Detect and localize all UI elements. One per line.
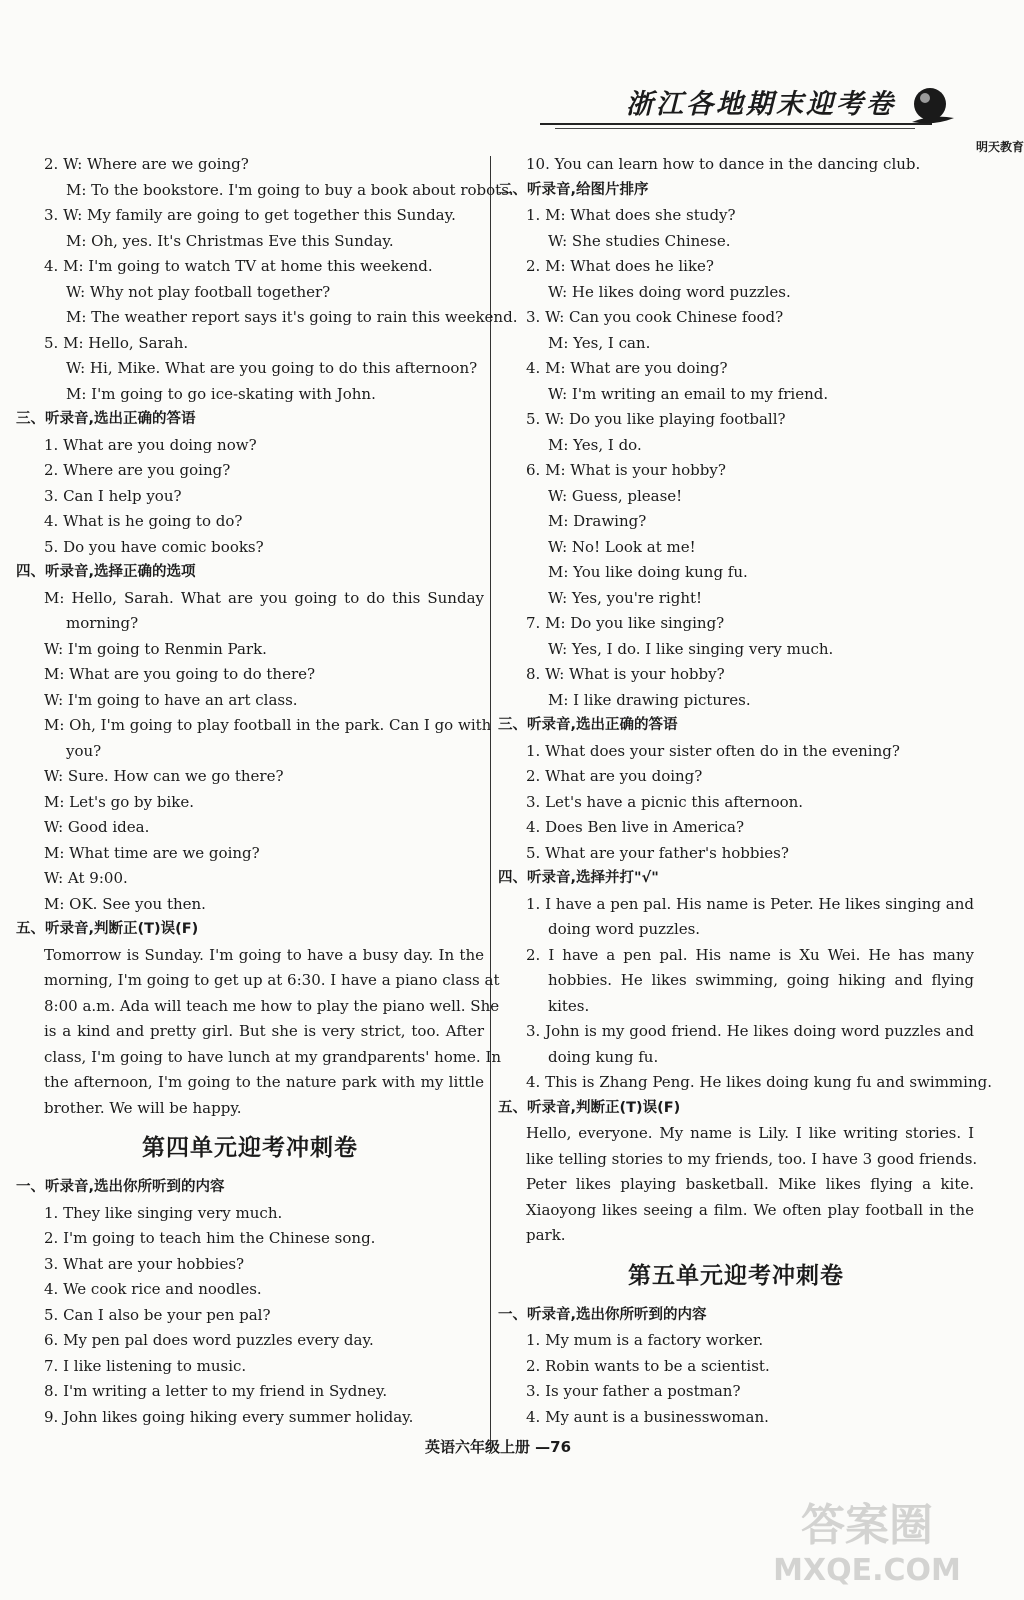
header-rule [540,123,932,125]
question-line: hobbies. He likes swimming, going hiking and flying [548,971,974,989]
dialogue-line: W: Yes, you're right! [548,588,703,607]
unit-title: 第五单元迎考冲刺卷 [628,1262,844,1289]
dialogue-line: W: Guess, please! [548,486,683,505]
question-line: 4. Does Ben live in America? [526,818,745,836]
dialogue-line: morning? [66,614,139,632]
dialogue-line: W: He likes doing word puzzles. [548,282,791,301]
right-column [498,152,992,1430]
dialogue-line: 2. M: What does he like? [526,257,714,275]
dialogue-line: W: Why not play football together? [66,282,331,301]
question-line: 5. Do you have comic books? [44,537,264,556]
question-line: kites. [548,996,590,1015]
question-line: 3. John is my good friend. He likes doing word puzzles and [526,1022,974,1040]
dialogue-line: 1. M: What does she study? [526,206,736,224]
brand-edge-text: 明天教育 [976,140,1024,154]
question-line: 4. What is he going to do? [44,512,243,530]
question-line: 1. They like singing very much. [44,1203,283,1222]
series-title: 浙江各地期末迎考卷 [626,89,896,120]
dialogue-line: 5. W: Do you like playing football? [526,410,786,428]
dialogue-line: M: The weather report says it's going to rain this weekend. [66,308,518,326]
question-line: 1. I have a pen pal. His name is Peter. He likes singing and [526,894,974,913]
dialogue-line: M: Yes, I do. [548,435,642,454]
dialogue-line: M: To the bookstore. I'm going to buy a book about robots. [66,180,514,199]
passage-line: Peter likes playing basketball. Mike likes flying a kite. [526,1175,974,1193]
passage-line: Tomorrow is Sunday. I'm going to have a busy day. In the [44,945,484,964]
question-line: 4. My aunt is a businesswoman. [526,1407,769,1426]
dialogue-line: 5. M: Hello, Sarah. [44,333,189,352]
question-line: 5. What are your father's hobbies? [526,843,789,862]
question-line: 4. This is Zhang Peng. He likes doing kung fu and swimming. [526,1073,992,1091]
dialogue-line: W: No! Look at me! [548,537,696,556]
dialogue-line: 4. M: I'm going to watch TV at home this weekend. [44,257,433,275]
dialogue-line: W: Good idea. [44,818,150,836]
dialogue-line: M: Yes, I can. [548,333,651,352]
question-line: 9. John likes going hiking every summer holiday. [44,1407,414,1426]
column-divider [490,156,491,1452]
passage-line: class, I'm going to have lunch at my grandparents' home. In [44,1047,502,1066]
dialogue-line: M: What are you going to do there? [44,665,316,683]
question-line: 8. I'm writing a letter to my friend in Sydney. [44,1382,388,1400]
question-line: 1. What are you doing now? [44,435,257,454]
dialogue-line: M: I'm going to go ice-skating with John. [66,384,376,403]
question-line: 3. What are your hobbies? [44,1254,245,1273]
watermark-url: MXQE.COM [773,1553,961,1588]
dialogue-line: W: At 9:00. [44,869,128,887]
dialogue-line: M: OK. See you then. [44,894,206,913]
left-column [16,152,518,1430]
passage-line: like telling stories to my friends, too. I have 3 good friends. [526,1149,978,1168]
page-header [0,0,1024,160]
passage-line: morning, I'm going to get up at 6:30. I have a piano class at [44,971,500,989]
passage-line: is a kind and pretty girl. But she is very strict, too. After [44,1022,484,1040]
dialogue-line: you? [66,741,102,760]
dialogue-line: 7. M: Do you like singing? [526,614,725,632]
question-line: 2. I have a pen pal. His name is Xu Wei. He has many [526,945,974,964]
dialogue-line: W: Yes, I do. I like singing very much. [548,639,834,658]
dialogue-line: M: What time are we going? [44,843,260,862]
dialogue-line: M: Hello, Sarah. What are you going to do this Sunday [44,588,484,607]
passage-line: park. [526,1226,566,1244]
header-rule-thin [555,128,915,129]
dialogue-line: M: Drawing? [548,512,647,530]
question-line: doing kung fu. [548,1047,659,1066]
brand-logo-icon [910,84,956,130]
unit-title: 第四单元迎考冲刺卷 [142,1135,358,1161]
dialogue-line: M: Let's go by bike. [44,792,195,811]
passage-line: brother. We will be happy. [44,1098,242,1117]
passage-line: 8:00 a.m. Ada will teach me how to play the piano well. She [44,996,500,1015]
section-heading: 二、听录音,给图片排序 [498,181,649,198]
watermark-title: 答案圈 [801,1500,933,1551]
question-line: 3. Let's have a picnic this afternoon. [526,792,804,811]
section-heading: 五、听录音,判断正(T)误(F) [498,1099,681,1116]
passage-line: Xiaoyong likes seeing a film. We often play football in the [526,1200,974,1219]
dialogue-line: 6. M: What is your hobby? [526,461,726,479]
section-heading: 三、听录音,选出正确的答语 [498,717,678,733]
question-line: 1. My mum is a factory worker. [526,1331,764,1349]
dialogue-line: W: I'm going to have an art class. [44,690,298,709]
page-footer: 英语六年级上册 —76 [424,1438,572,1456]
question-line: doing word puzzles. [548,920,701,938]
section-heading: 三、听录音,选出正确的答语 [16,411,196,427]
question-line: 2. Where are you going? [44,461,231,479]
dialogue-line: 8. W: What is your hobby? [526,665,725,683]
dialogue-line: W: Hi, Mike. What are you going to do this afternoon? [66,359,478,377]
section-heading: 四、听录音,选择正确的选项 [16,564,196,580]
dialogue-line: 3. W: Can you cook Chinese food? [526,308,784,326]
dialogue-line: W: I'm writing an email to my friend. [548,384,829,403]
section-heading: 一、听录音,选出你所听到的内容 [498,1306,707,1323]
dialogue-line: W: I'm going to Renmin Park. [44,639,267,658]
dialogue-line: 2. W: Where are we going? [44,155,249,173]
question-line: 2. Robin wants to be a scientist. [526,1356,770,1375]
passage-line: the afternoon, I'm going to the nature park with my little [44,1073,484,1091]
question-line: 3. Can I help you? [44,486,182,505]
dialogue-line: W: She studies Chinese. [548,231,731,250]
passage-line: Hello, everyone. My name is Lily. I like writing stories. I [526,1124,974,1142]
question-line: 2. I'm going to teach him the Chinese song. [44,1229,376,1247]
question-line: 10. You can learn how to dance in the dancing club. [526,155,921,173]
dialogue-line: M: Oh, I'm going to play football in the park. Can I go with [44,716,492,734]
question-line: 6. My pen pal does word puzzles every day. [44,1331,374,1349]
question-line: 7. I like listening to music. [44,1356,247,1375]
question-line: 5. Can I also be your pen pal? [44,1305,271,1324]
question-line: 4. We cook rice and noodles. [44,1280,262,1298]
watermark-logo-icon [762,1488,972,1588]
question-line: 2. What are you doing? [526,767,703,785]
question-line: 3. Is your father a postman? [526,1382,741,1400]
dialogue-line: 4. M: What are you doing? [526,359,728,377]
section-heading: 五、听录音,判断正(T)误(F) [16,921,199,937]
dialogue-line: W: Sure. How can we go there? [44,767,284,785]
dialogue-line: M: I like drawing pictures. [548,690,751,709]
dialogue-line: 3. W: My family are going to get together this Sunday. [44,206,456,224]
dialogue-line: M: Oh, yes. It's Christmas Eve this Sunday. [66,231,394,250]
dialogue-line: M: You like doing kung fu. [548,563,748,581]
question-line: 1. What does your sister often do in the evening? [526,741,900,760]
section-heading: 四、听录音,选择并打"√" [498,870,659,886]
section-heading: 一、听录音,选出你所听到的内容 [16,1179,225,1195]
